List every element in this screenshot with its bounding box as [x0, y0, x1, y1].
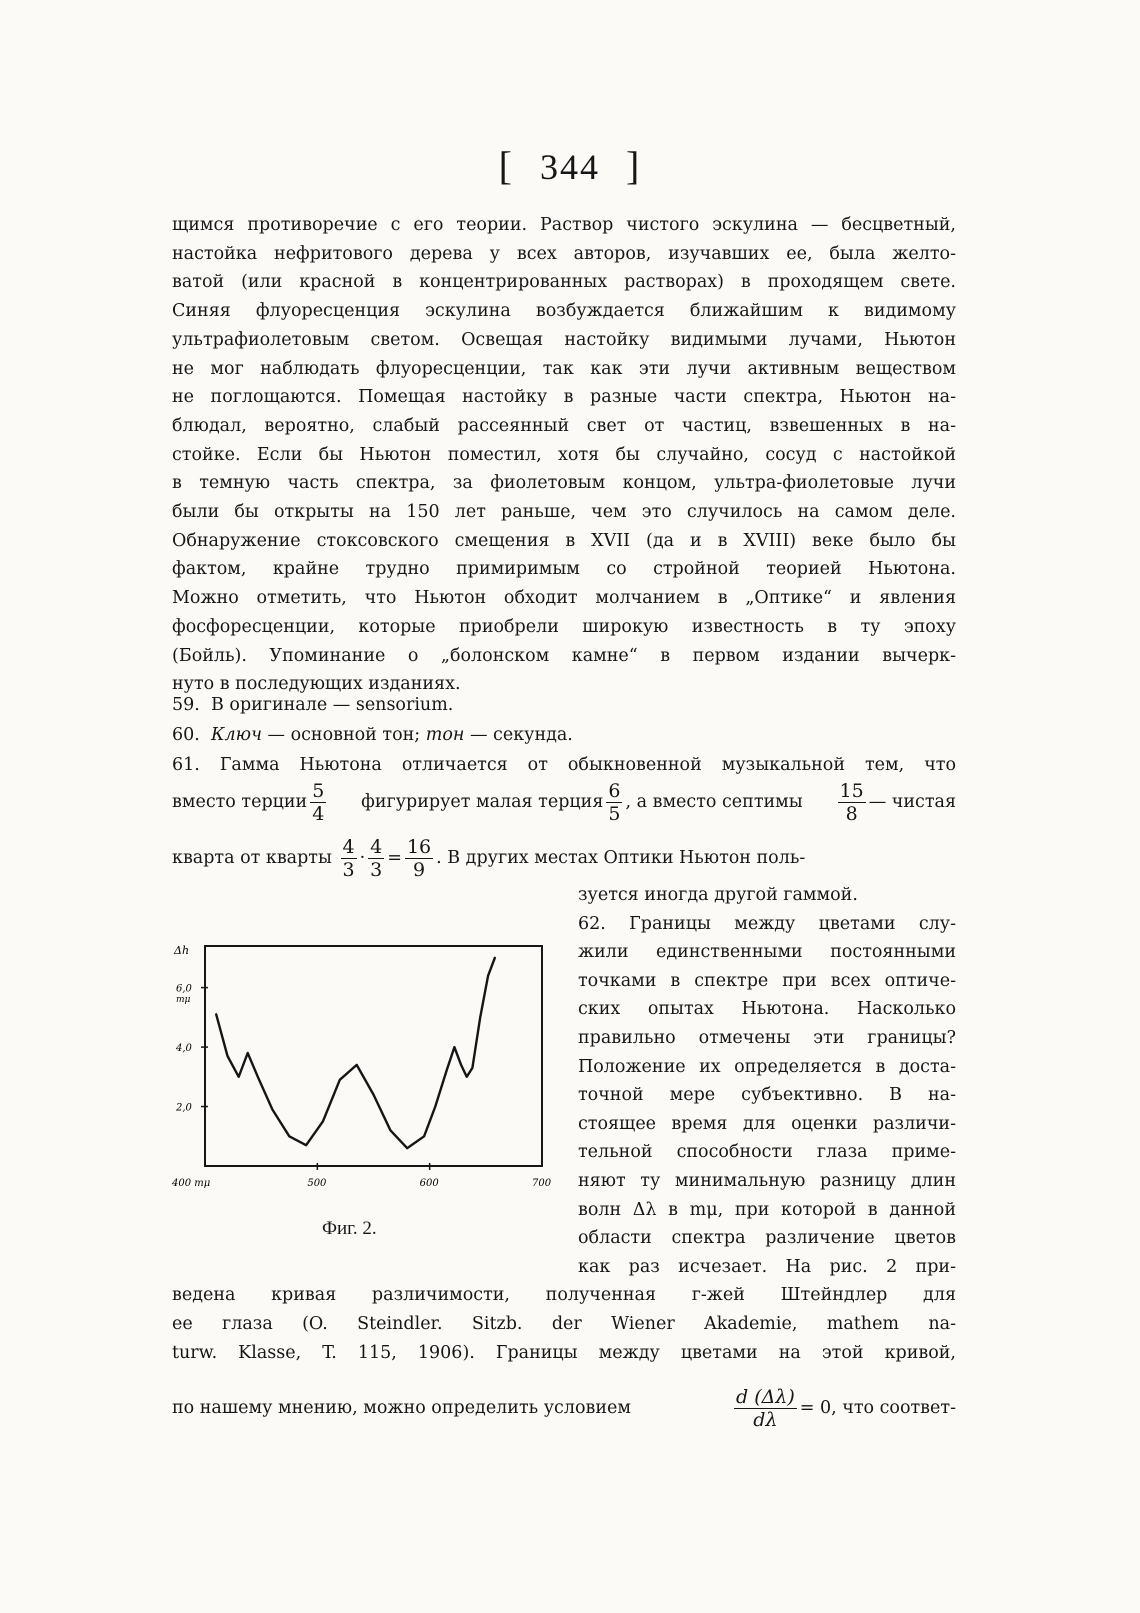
- note-61-line2: [172, 774, 956, 830]
- x-tick-label: 500: [307, 1178, 327, 1189]
- note-text: В оригинале — sensorium.: [210, 695, 454, 715]
- figure-2-chart: [170, 938, 570, 1198]
- text-line: блюдал, вероятно, слабый рассеянный свет от частиц, взвешенных в на-: [172, 415, 956, 436]
- y-axis-label: Δh: [174, 944, 190, 957]
- text-line: Обнаружение стоксовского смещения в XVII (да и в XVIII) веке было бы: [172, 530, 956, 551]
- text-line: настойка нефритового дерева у всех авторов, изучавших ее, была желто-: [172, 243, 956, 264]
- y-tick-label: 2,0: [176, 1102, 192, 1114]
- y-axis-unit: mμ: [176, 995, 191, 1005]
- text-line: нуто в последующих изданиях.: [172, 674, 461, 695]
- text-line: turw. Klasse, T. 115, 1906). Границы между цветами на этой кривой,: [172, 1343, 956, 1363]
- text-line: ультрафиолетовым светом. Освещая настойку видимыми лучами, Ньютон: [172, 329, 956, 350]
- text-line: в темную часть спектра, за фиолетовым концом, ультра-фиолетовые лучи: [172, 473, 956, 494]
- fraction-16-9: $\frac{16}{9}$: [406, 835, 432, 881]
- text-line: стойке. Если бы Ньютон поместил, хотя бы случайно, сосуд с настойкой: [172, 444, 956, 465]
- fraction-6-5: $\frac{6}{5}$: [608, 779, 621, 825]
- text: . В других местах Оптики Ньютон поль-: [436, 848, 806, 868]
- text-line: тельной способности глаза приме-: [578, 1142, 956, 1163]
- text: кварта от кварты: [172, 848, 332, 868]
- text-line: точной мере субъективно. В на-: [578, 1085, 956, 1106]
- y-tick-label: 4,0: [176, 1043, 192, 1055]
- text: — чистая: [868, 792, 956, 812]
- text-line: ведена кривая различимости, полученная г-жей Штейндлер для: [172, 1285, 956, 1305]
- fraction-4-3: $\frac{4}{3}$: [370, 835, 383, 881]
- text-line: щимся противоречие с его теории. Раствор чистого эскулина — бесцветный,: [172, 215, 956, 235]
- text-line: зуется иногда другой гаммой.: [578, 885, 858, 905]
- text: = 0, что соответ-: [799, 1398, 956, 1418]
- text-line: ских опытах Ньютона. Насколько: [578, 999, 956, 1020]
- note-term: Ключ: [210, 725, 262, 745]
- text-line: Можно отметить, что Ньютон обходит молчанием в „Оптике“ и явления: [172, 588, 956, 609]
- text-line: Положение их определяется в доста-: [578, 1056, 956, 1077]
- note-number: 60.: [172, 725, 200, 745]
- fraction-4-3: $\frac{4}{3}$: [342, 835, 355, 881]
- text: по нашему мнению, можно определить условием: [172, 1398, 631, 1418]
- last-line: [172, 1380, 956, 1436]
- text: фигурирует малая терция: [361, 792, 604, 812]
- x-tick-label: 600: [419, 1178, 439, 1189]
- note-61-line1: 61. Гамма Ньютона отличается от обыкновенной музыкальной тем, что: [172, 755, 956, 775]
- text-line: были бы открыты на 150 лет раньше, чем это случилось на самом деле.: [172, 502, 956, 522]
- text-line: (Бойль). Упоминание о „болонском камне“ в первом издании вычерк-: [172, 645, 956, 666]
- note-term: тон: [425, 725, 465, 745]
- note-number: 59.: [172, 695, 200, 715]
- x-tick-label: 400 mμ: [172, 1178, 211, 1189]
- text-line: фактом, крайне трудно примиримым со стройной теорией Ньютона.: [172, 559, 956, 580]
- note-60: [172, 720, 956, 750]
- text-line: ватой (или красной в концентрированных растворах) в проходящем свете.: [172, 272, 956, 293]
- page-number-value: 344: [540, 147, 600, 187]
- text-line: как раз исчезает. На рис. 2 при-: [578, 1256, 956, 1277]
- text-line: ее глаза (O. Steindler. Sitzb. der Wiener Akademie, mathem na-: [172, 1314, 956, 1334]
- text-line: жили единственными постоянными: [578, 942, 956, 963]
- text: , а вместо септимы: [625, 792, 803, 812]
- plot-frame: [205, 946, 542, 1166]
- y-tick-label: 6,0: [176, 983, 192, 995]
- text-line: волн Δλ в mμ, при которой в данной: [578, 1199, 956, 1220]
- note-text: — основной тон;: [261, 725, 426, 745]
- text-line: области спектра различение цветов: [578, 1228, 956, 1249]
- text-line: не поглощаются. Помещая настойку в разные части спектра, Ньютон на-: [172, 387, 956, 408]
- fraction-derivative: $\frac{d (\Delta\lambda)}{d\lambda}$: [736, 1385, 795, 1431]
- discrimination-curve: [216, 958, 495, 1148]
- x-tick-label: 700: [532, 1178, 552, 1189]
- equals-sign: =: [387, 848, 402, 868]
- text: вместо терции: [172, 792, 308, 812]
- text-line: фосфоресценции, которые приобрели широкую известность в ту эпоху: [172, 616, 956, 637]
- bracket-close: ]: [626, 143, 642, 188]
- text-line: правильно отмечены эти границы?: [578, 1028, 956, 1048]
- note-text: — секунда.: [464, 725, 573, 745]
- text-line: стоящее время для оценки различи-: [578, 1113, 956, 1134]
- fraction-15-8: $\frac{15}{8}$: [839, 779, 864, 825]
- text-line: точками в спектре при всех оптиче-: [578, 970, 956, 991]
- text-line: няют ту минимальную разницу длин: [578, 1171, 956, 1191]
- text-line: 62. Границы между цветами слу-: [578, 913, 956, 934]
- text-line: Синяя флуоресценция эскулина возбуждается ближайшим к видимому: [172, 301, 956, 322]
- note-59: [172, 690, 956, 720]
- note-61-line3: [172, 830, 956, 886]
- bracket-open: [: [498, 143, 514, 188]
- figure-caption: Фиг. 2.: [322, 1218, 377, 1239]
- dot-operator: ·: [359, 848, 366, 868]
- page-number: [0, 142, 1140, 189]
- text-line: не мог наблюдать флуоресценции, так как эти лучи активным веществом: [172, 358, 956, 379]
- fraction-5-4: $\frac{5}{4}$: [312, 779, 325, 825]
